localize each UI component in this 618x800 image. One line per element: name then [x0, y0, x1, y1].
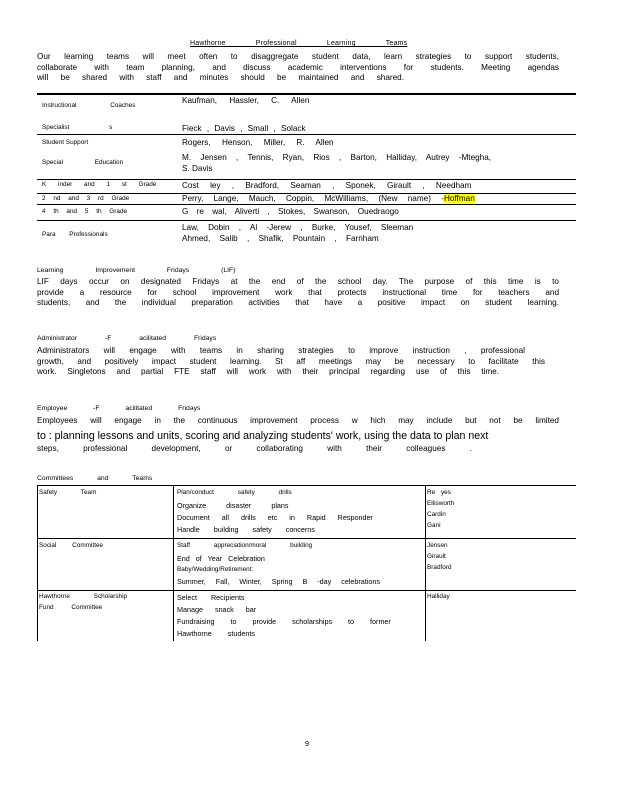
page-number: 9: [305, 739, 309, 748]
committee-task: Fundraising to provide scholarships to former: [177, 617, 391, 626]
committee-col-line: [173, 485, 174, 641]
staff-label: Instructional Coaches: [42, 102, 136, 109]
employee-paragraph: [37, 416, 559, 427]
staff-names: Rogers, Henson, Miller, R. Allen: [182, 138, 334, 147]
row-divider: [37, 134, 576, 135]
staff-names: Kaufman, Hassler, C. Allen: [182, 96, 310, 105]
staff-label: 2 nd and 3 rd Grade: [42, 195, 130, 202]
committee-task: End of Year Celebration: [177, 554, 265, 563]
committee-member: Ellisworth: [427, 500, 455, 507]
committee-task: Manage snack bar: [177, 605, 257, 614]
admin-line: growth, and positively impact student learning. St aff meetings may be necessary to facilitate this: [37, 356, 545, 366]
committee-member: Halliday: [427, 593, 450, 600]
staff-names: Perry, Lange, Mauch, Coppin, McWilliams, (New name) -Hoffman: [182, 194, 475, 203]
employee-line: steps, professional development, or collaborating with their colleagues .: [37, 444, 472, 453]
staff-names: Fieck , Davis , Small , Solack: [182, 124, 306, 133]
section-heading-committees: Committees and Teams: [37, 475, 153, 482]
committee-task: Staff appreciation/moral building: [177, 542, 313, 549]
intro-paragraph: [37, 52, 559, 84]
admin-paragraph: [37, 346, 545, 378]
section-heading-admin: Administrator -F acilitated Fridays: [37, 335, 217, 342]
staff-names: Cost ley , Bradford, Seaman , Sponek, Girault , Needham: [182, 181, 472, 190]
staff-label: Student Support: [42, 139, 89, 146]
staff-names: Law, Dobin , Al -Jerew , Burke, Yousef, Sleeman: [182, 223, 414, 232]
row-divider: [37, 220, 576, 221]
staff-label: Specialist s: [42, 124, 113, 131]
intro-line: will be shared with staff and minutes should be maintained and shared.: [37, 73, 405, 82]
section-heading-lif: Learning Improvement Fridays (LIF): [37, 267, 236, 274]
committee-name: Hawthorne Scholarship: [39, 593, 128, 600]
committee-member: Re yes: [427, 489, 451, 496]
committee-col-line: [37, 485, 38, 641]
committee-member: Cardin: [427, 511, 446, 518]
admin-line: Administrators will engage with teams in sharing strategies to improve instruction , professional: [37, 346, 525, 355]
committee-name: Social Committee: [39, 542, 104, 549]
row-divider: [37, 179, 576, 180]
staff-label: K inder and 1 st Grade: [42, 181, 157, 188]
lif-paragraph: [37, 277, 559, 309]
table-top-border: [37, 93, 576, 95]
section-heading-employee: Employee -F acilitated Fridays: [37, 405, 201, 412]
staff-names: Ahmed, Salib , Shafik, Pountain , Farnham: [182, 234, 379, 243]
employee-line-large: to : planning lessons and units, scoring and analyzing students' work, using the data to plan next: [37, 430, 489, 442]
highlighted-name: Hoffman: [443, 194, 475, 203]
committee-member: Gani: [427, 522, 441, 529]
staff-names: G re wal, Aliverti , Stokes, Swanson, Ouedraogo: [182, 207, 399, 216]
committee-task: Organize disaster plans: [177, 501, 289, 510]
lif-line: LIF days occur on designated Fridays at the end of the school day. The purpose of this time is to: [37, 277, 559, 286]
committee-row-divider: [37, 590, 576, 591]
committee-name: Fund Committee: [39, 604, 103, 611]
page-title: Hawthorne Professional Learning Teams: [190, 40, 408, 47]
committee-task: Summer, Fall, Winter, Spring B -day celebrations: [177, 577, 380, 586]
row-divider: [37, 204, 576, 205]
committee-row-divider: [37, 538, 576, 539]
staff-names: S. Davis: [182, 164, 213, 173]
staff-label: 4 th and 5 th Grade: [42, 208, 128, 215]
committee-col-line: [425, 485, 426, 641]
committee-task: Document all drills etc in Rapid Responder: [177, 513, 373, 522]
intro-line: Our learning teams will meet often to disaggregate student data, learn strategies to support students,: [37, 52, 559, 61]
committee-member: Bradford: [427, 564, 452, 571]
intro-line: collaborate with team planning, and discuss academic interventions for students. Meeting agendas: [37, 62, 559, 72]
committee-member: Girault: [427, 553, 446, 560]
committee-task: Hawthorne students: [177, 629, 255, 638]
committee-name: Safety Team: [39, 489, 97, 496]
staff-label: Special Education: [42, 159, 124, 166]
committee-task: Select Recipients: [177, 593, 245, 602]
lif-line: provide a resource for school improvement work that protects instructional time for teachers and: [37, 287, 559, 297]
committee-task: Handle building safety concerns: [177, 525, 315, 534]
staff-label: Para Professionals: [42, 231, 108, 238]
staff-names: M. Jensen , Tennis, Ryan, Rios , Barton, Halliday, Autrey -Mtegha,: [182, 153, 492, 162]
committee-member: Jensen: [427, 542, 448, 549]
committee-task: Baby/Wedding/Retirement:: [177, 566, 254, 573]
employee-line: Employees will engage in the continuous improvement process w hich may include but not be limited: [37, 416, 559, 425]
committee-task: Plan/conduct safety drills: [177, 489, 292, 496]
committee-table-border: [37, 485, 576, 486]
admin-line: work. Singletons and partial FTE staff will work with their principal regarding use of this time.: [37, 367, 499, 376]
lif-line: students, and the individual preparation activities that have a positive impact on student learning.: [37, 298, 559, 307]
